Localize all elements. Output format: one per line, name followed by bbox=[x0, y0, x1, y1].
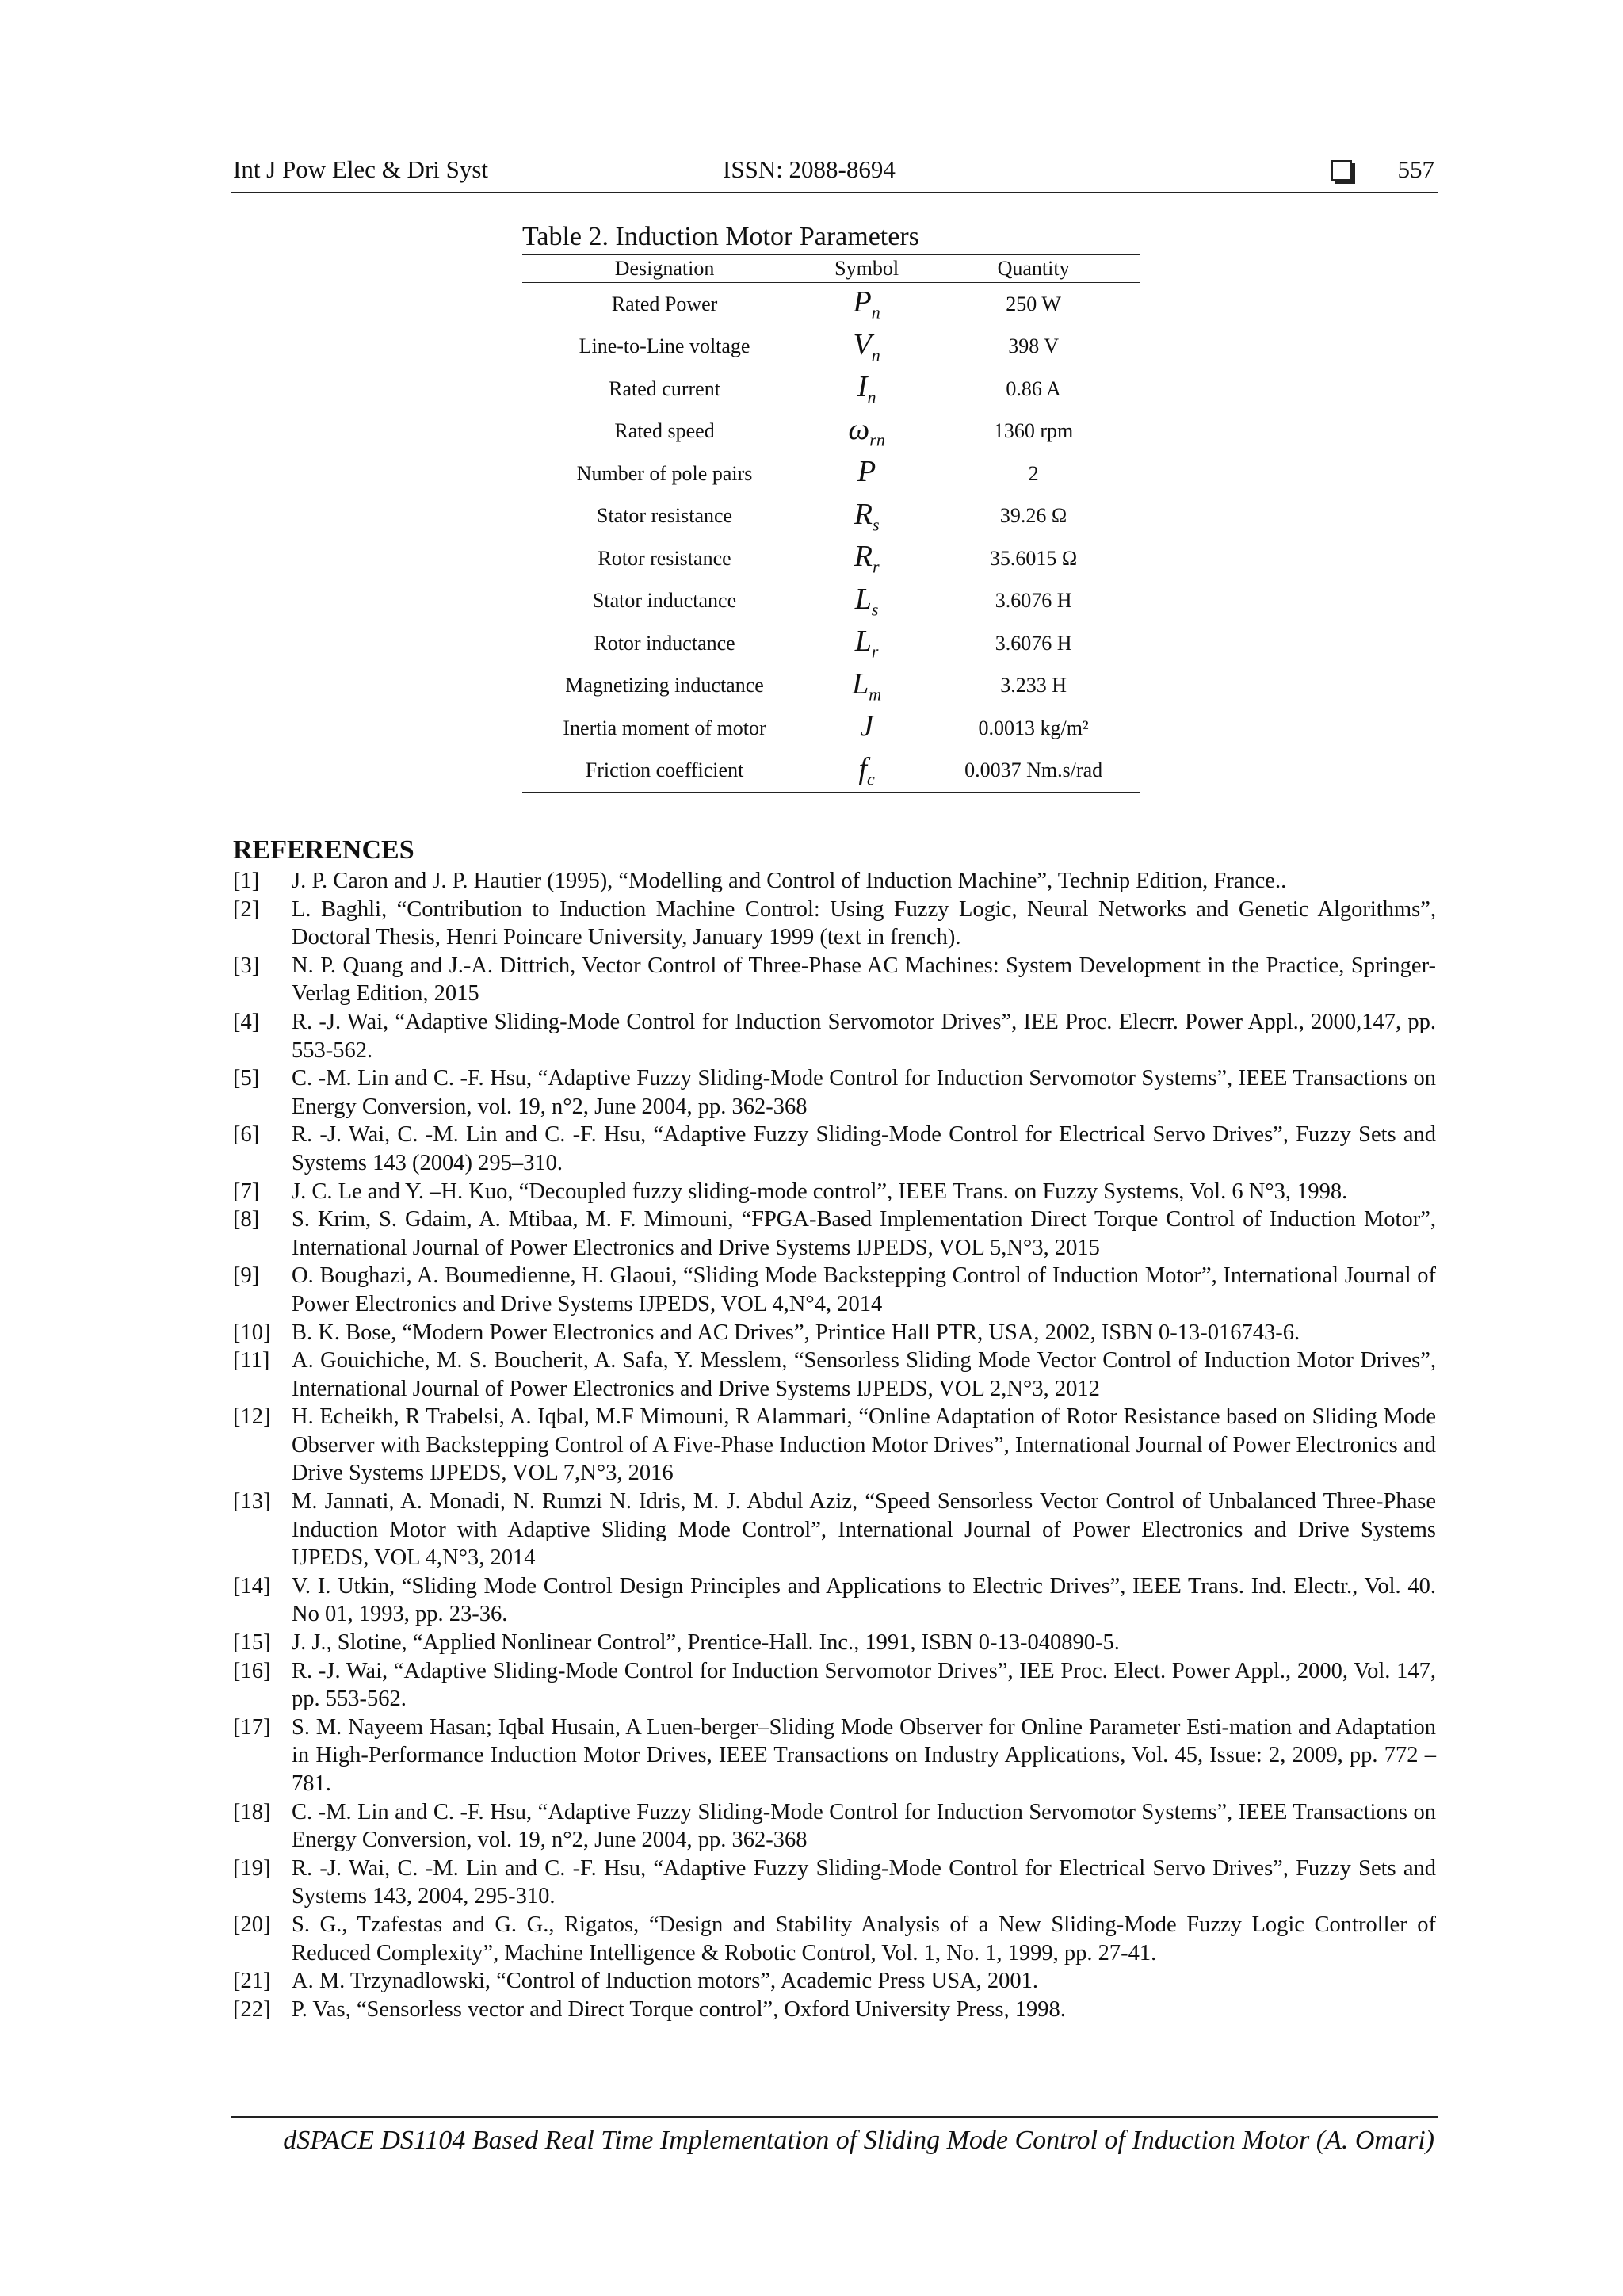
reference-number: [9] bbox=[233, 1263, 260, 1289]
table-row bbox=[522, 537, 1140, 580]
param-quantity: 2 bbox=[1028, 461, 1039, 485]
table-row bbox=[522, 495, 1140, 538]
reference-number: [15] bbox=[233, 1630, 271, 1656]
reference-text: B. K. Bose, “Modern Power Electronics and AC Drives”, Printice Hall PTR, USA, 2002, ISBN 0-13-016743-6. bbox=[292, 1320, 1300, 1345]
table-row bbox=[522, 750, 1140, 793]
header-designation: Designation bbox=[522, 254, 807, 283]
symbol bbox=[854, 582, 879, 620]
reference-item bbox=[233, 1008, 1436, 1064]
reference-text: S. M. Nayeem Hasan; Iqbal Husain, A Luen-berger–Sliding Mode Observer for Online Parameter Esti-mation and Adaptation in High-Performance Induction Motor Drives, IEEE Transactions on Industry Applications, Vol. 45, Issue: 2, 2009, pp. 772 – 781. bbox=[292, 1714, 1436, 1796]
symbol bbox=[854, 625, 879, 663]
param-quantity: 3.6076 H bbox=[995, 631, 1072, 655]
param-designation: Rated Power bbox=[611, 292, 718, 315]
reference-text: H. Echeikh, R Trabelsi, A. Iqbal, M.F Mimouni, R Alammari, “Online Adaptation of Rotor Resistance based on Sliding Mode Observer with Backstepping Control of A Five-Phase Induction Motor Drives”, International Journal of Power Electronics and Drive Systems IJPEDS, VOL 7,N°3, 2016 bbox=[292, 1404, 1436, 1486]
symbol-letter: L bbox=[854, 582, 872, 616]
reference-item bbox=[233, 1798, 1436, 1855]
reference-item bbox=[233, 1713, 1436, 1798]
reference-item bbox=[233, 1064, 1436, 1121]
reference-item bbox=[233, 1319, 1436, 1347]
page-header bbox=[231, 152, 1438, 193]
param-symbol bbox=[807, 411, 926, 453]
table-row bbox=[522, 665, 1140, 708]
reference-text: R. -J. Wai, C. -M. Lin and C. -F. Hsu, “Adaptive Fuzzy Sliding-Mode Control for Electrical Servo Drives”, Fuzzy Sets and Systems 143 (2004) 295–310. bbox=[292, 1122, 1436, 1175]
journal-name: Int J Pow Elec & Dri Syst bbox=[233, 155, 489, 183]
symbol-letter: J bbox=[860, 709, 874, 743]
reference-number: [20] bbox=[233, 1912, 271, 1937]
table-row bbox=[522, 411, 1140, 453]
table-row bbox=[522, 453, 1140, 495]
references-heading: REFERENCES bbox=[233, 835, 414, 865]
reference-number: [1] bbox=[233, 869, 260, 893]
table-row bbox=[522, 368, 1140, 411]
symbol bbox=[852, 667, 882, 705]
table-row bbox=[522, 622, 1140, 665]
table-row bbox=[522, 326, 1140, 369]
header-symbol: Symbol bbox=[807, 254, 926, 283]
symbol-subscript: r bbox=[872, 557, 880, 578]
reference-number: [17] bbox=[233, 1714, 271, 1740]
symbol bbox=[854, 497, 880, 535]
symbol-subscript: m bbox=[869, 684, 882, 705]
reference-item bbox=[233, 1205, 1436, 1262]
reference-number: [16] bbox=[233, 1658, 271, 1683]
reference-number: [12] bbox=[233, 1404, 271, 1430]
reference-item bbox=[233, 1262, 1436, 1318]
reference-text: C. -M. Lin and C. -F. Hsu, “Adaptive Fuzzy Sliding-Mode Control for Induction Servomotor Systems”, IEEE Transactions on Energy Conversion, vol. 19, n°2, June 2004, pp. 362-368 bbox=[292, 1066, 1436, 1119]
reference-text: L. Baghli, “Contribution to Induction Machine Control: Using Fuzzy Logic, Neural Networks and Genetic Algorithms”, Doctoral Thesis, Henri Poincare University, January 1999 (text in french). bbox=[292, 896, 1436, 950]
symbol-subscript: rn bbox=[869, 430, 885, 450]
symbol-subscript: c bbox=[867, 769, 875, 789]
reference-number: [11] bbox=[233, 1348, 270, 1373]
reference-item bbox=[233, 1403, 1436, 1488]
param-symbol bbox=[807, 665, 926, 708]
reference-number: [6] bbox=[233, 1122, 260, 1148]
param-designation: Rotor inductance bbox=[594, 631, 735, 655]
reference-text: M. Jannati, A. Monadi, N. Rumzi N. Idris, M. J. Abdul Aziz, “Speed Sensorless Vector Control of Unbalanced Three-Phase Induction Motor with Adaptive Sliding Mode Control”, International Journal of Power Electronics and Drive Systems IJPEDS, VOL 4,N°3, 2014 bbox=[292, 1489, 1436, 1571]
reference-text: P. Vas, “Sensorless vector and Direct Torque control”, Oxford University Press, 1998. bbox=[292, 1996, 1066, 2022]
references-list bbox=[233, 867, 1436, 2023]
reference-number: [19] bbox=[233, 1855, 271, 1881]
table-caption: Table 2. Induction Motor Parameters bbox=[522, 222, 919, 251]
param-symbol bbox=[807, 537, 926, 580]
param-quantity: 0.0037 Nm.s/rad bbox=[926, 750, 1140, 793]
symbol-subscript: n bbox=[867, 388, 876, 408]
param-designation: Magnetizing inductance bbox=[565, 674, 764, 697]
param-symbol bbox=[807, 453, 926, 495]
reference-text: J. P. Caron and J. P. Hautier (1995), “Modelling and Control of Induction Machine”, Technip Edition, France.. bbox=[292, 869, 1287, 893]
param-quantity: 0.0013 kg/m² bbox=[978, 716, 1089, 739]
symbol bbox=[854, 540, 880, 578]
reference-text: R. -J. Wai, “Adaptive Sliding-Mode Control for Induction Servomotor Drives”, IEE Proc. Elecrr. Power Appl., 2000,147, pp. 553-562. bbox=[292, 1009, 1436, 1063]
param-designation: Stator inductance bbox=[592, 589, 737, 613]
reference-item bbox=[233, 1855, 1436, 1911]
checkbox-square-icon bbox=[1331, 160, 1352, 181]
param-symbol bbox=[807, 580, 926, 623]
reference-text: J. C. Le and Y. –H. Kuo, “Decoupled fuzzy sliding-mode control”, IEEE Trans. on Fuzzy Systems, Vol. 6 N°3, 1998. bbox=[292, 1179, 1348, 1204]
reference-number: [22] bbox=[233, 1996, 271, 2022]
symbol-letter: P bbox=[857, 455, 876, 489]
issn-label: ISSN: 2088-8694 bbox=[723, 155, 896, 183]
symbol bbox=[857, 455, 876, 488]
reference-item bbox=[233, 1121, 1436, 1177]
table-header-row bbox=[522, 254, 1140, 283]
param-symbol bbox=[807, 622, 926, 665]
reference-number: [2] bbox=[233, 896, 260, 922]
reference-text: V. I. Utkin, “Sliding Mode Control Design Principles and Applications to Electric Drives”, IEEE Trans. Ind. Electr., Vol. 40. No 01, 1993, pp. 23-36. bbox=[292, 1573, 1436, 1627]
param-symbol bbox=[807, 326, 926, 369]
table-row bbox=[522, 283, 1140, 326]
reference-number: [18] bbox=[233, 1799, 271, 1824]
symbol bbox=[858, 751, 875, 789]
reference-item bbox=[233, 1178, 1436, 1206]
symbol-letter: I bbox=[857, 370, 868, 404]
reference-text: S. Krim, S. Gdaim, A. Mtibaa, M. F. Mimouni, “FPGA-Based Implementation Direct Torque Control of Induction Motor”, International Journal of Power Electronics and Drive Systems IJPEDS, VOL 5,N°3, 2015 bbox=[292, 1207, 1436, 1260]
symbol bbox=[853, 327, 880, 365]
symbol bbox=[857, 370, 876, 408]
param-quantity: 35.6015 Ω bbox=[989, 546, 1078, 570]
footer-title: dSPACE DS1104 Based Real Time Implementation of Sliding Mode Control of Induction Motor (A. Omari) bbox=[283, 2126, 1434, 2155]
symbol-letter: P bbox=[853, 285, 872, 319]
param-quantity: 3.6076 H bbox=[995, 589, 1072, 613]
reference-item bbox=[233, 1967, 1436, 1996]
param-designation: Inertia moment of motor bbox=[563, 716, 766, 739]
reference-number: [7] bbox=[233, 1179, 260, 1204]
symbol-subscript: s bbox=[872, 514, 880, 535]
symbol-letter: f bbox=[858, 751, 868, 785]
symbol-letter: R bbox=[854, 497, 873, 531]
reference-item bbox=[233, 1996, 1436, 2024]
param-symbol bbox=[807, 707, 926, 750]
reference-item bbox=[233, 952, 1436, 1008]
symbol-subscript: r bbox=[871, 642, 879, 663]
reference-number: [13] bbox=[233, 1489, 271, 1515]
table-row bbox=[522, 580, 1140, 623]
reference-item bbox=[233, 1347, 1436, 1403]
symbol bbox=[848, 412, 885, 450]
reference-item bbox=[233, 1572, 1436, 1629]
motor-parameters-table bbox=[522, 254, 1140, 793]
reference-text: A. Gouichiche, M. S. Boucherit, A. Safa, Y. Messlem, “Sensorless Sliding Mode Vector Control of Induction Motor Drives”, International Journal of Power Electronics and Drive Systems IJPEDS, VOL 2,N°3, 2012 bbox=[292, 1348, 1436, 1401]
param-symbol bbox=[807, 495, 926, 538]
param-symbol bbox=[807, 750, 926, 793]
reference-text: O. Boughazi, A. Boumedienne, H. Glaoui, “Sliding Mode Backstepping Control of Induction Motor”, International Journal of Power Electronics and Drive Systems IJPEDS, VOL 4,N°4, 2014 bbox=[292, 1263, 1436, 1316]
reference-text: N. P. Quang and J.-A. Dittrich, Vector Control of Three-Phase AC Machines: System Development in the Practice, Springer- Verlag Edition, 2015 bbox=[292, 953, 1436, 1007]
param-symbol bbox=[807, 368, 926, 411]
param-quantity: 1360 rpm bbox=[993, 419, 1074, 443]
param-designation: Rated speed bbox=[614, 419, 715, 443]
symbol-letter: V bbox=[853, 327, 872, 361]
param-designation: Number of pole pairs bbox=[576, 461, 753, 485]
reference-item bbox=[233, 1911, 1436, 1967]
reference-item bbox=[233, 867, 1436, 896]
param-quantity: 250 W bbox=[1006, 292, 1061, 315]
reference-item bbox=[233, 1629, 1436, 1657]
param-designation: Friction coefficient bbox=[522, 750, 807, 793]
reference-number: [14] bbox=[233, 1573, 271, 1599]
symbol bbox=[853, 285, 880, 323]
reference-text: R. -J. Wai, “Adaptive Sliding-Mode Control for Induction Servomotor Drives”, IEE Proc. Elect. Power Appl., 2000, Vol. 147, pp. 553-562. bbox=[292, 1658, 1436, 1712]
reference-number: [10] bbox=[233, 1320, 271, 1345]
symbol-letter: L bbox=[854, 625, 872, 659]
reference-number: [21] bbox=[233, 1969, 271, 1994]
symbol-letter: L bbox=[852, 667, 869, 701]
table-row bbox=[522, 707, 1140, 750]
header-quantity: Quantity bbox=[926, 254, 1140, 283]
reference-text: S. G., Tzafestas and G. G., Rigatos, “Design and Stability Analysis of a New Sliding-Mode Fuzzy Logic Controller of Reduced Complexity”, Machine Intelligence & Robotic Control, Vol. 1, No. 1, 1999, pp. 27-41. bbox=[292, 1912, 1436, 1966]
symbol-subscript: n bbox=[871, 345, 880, 365]
reference-number: [4] bbox=[233, 1009, 260, 1034]
page-number: 557 bbox=[1397, 155, 1434, 183]
param-quantity: 398 V bbox=[1008, 334, 1059, 358]
reference-text: C. -M. Lin and C. -F. Hsu, “Adaptive Fuzzy Sliding-Mode Control for Induction Servomotor Systems”, IEEE Transactions on Energy Conversion, vol. 19, n°2, June 2004, pp. 362-368 bbox=[292, 1799, 1436, 1853]
param-quantity: 0.86 A bbox=[1006, 376, 1061, 400]
reference-text: A. M. Trzynadlowski, “Control of Induction motors”, Academic Press USA, 2001. bbox=[292, 1969, 1039, 1994]
page-footer bbox=[231, 2116, 1438, 2156]
reference-text: J. J., Slotine, “Applied Nonlinear Control”, Prentice-Hall. Inc., 1991, ISBN 0-13-040890-5. bbox=[292, 1630, 1120, 1656]
param-designation: Rated current bbox=[609, 376, 720, 400]
param-designation: Rotor resistance bbox=[598, 546, 731, 570]
reference-item bbox=[233, 896, 1436, 952]
param-quantity: 39.26 Ω bbox=[999, 504, 1067, 528]
reference-item bbox=[233, 1657, 1436, 1713]
symbol-subscript: n bbox=[871, 303, 880, 323]
param-quantity: 3.233 H bbox=[1000, 674, 1067, 697]
reference-number: [5] bbox=[233, 1066, 260, 1091]
symbol-letter: R bbox=[854, 540, 873, 574]
reference-number: [8] bbox=[233, 1207, 260, 1232]
symbol-subscript: s bbox=[871, 599, 879, 620]
reference-item bbox=[233, 1488, 1436, 1572]
symbol bbox=[860, 709, 873, 743]
reference-number: [3] bbox=[233, 953, 260, 978]
reference-text: R. -J. Wai, C. -M. Lin and C. -F. Hsu, “Adaptive Fuzzy Sliding-Mode Control for Electrical Servo Drives”, Fuzzy Sets and Systems 143, 2004, 295-310. bbox=[292, 1855, 1436, 1909]
param-designation: Stator resistance bbox=[596, 504, 733, 528]
symbol-letter: ω bbox=[848, 412, 870, 446]
param-symbol bbox=[807, 283, 926, 326]
param-designation: Line-to-Line voltage bbox=[579, 334, 750, 358]
